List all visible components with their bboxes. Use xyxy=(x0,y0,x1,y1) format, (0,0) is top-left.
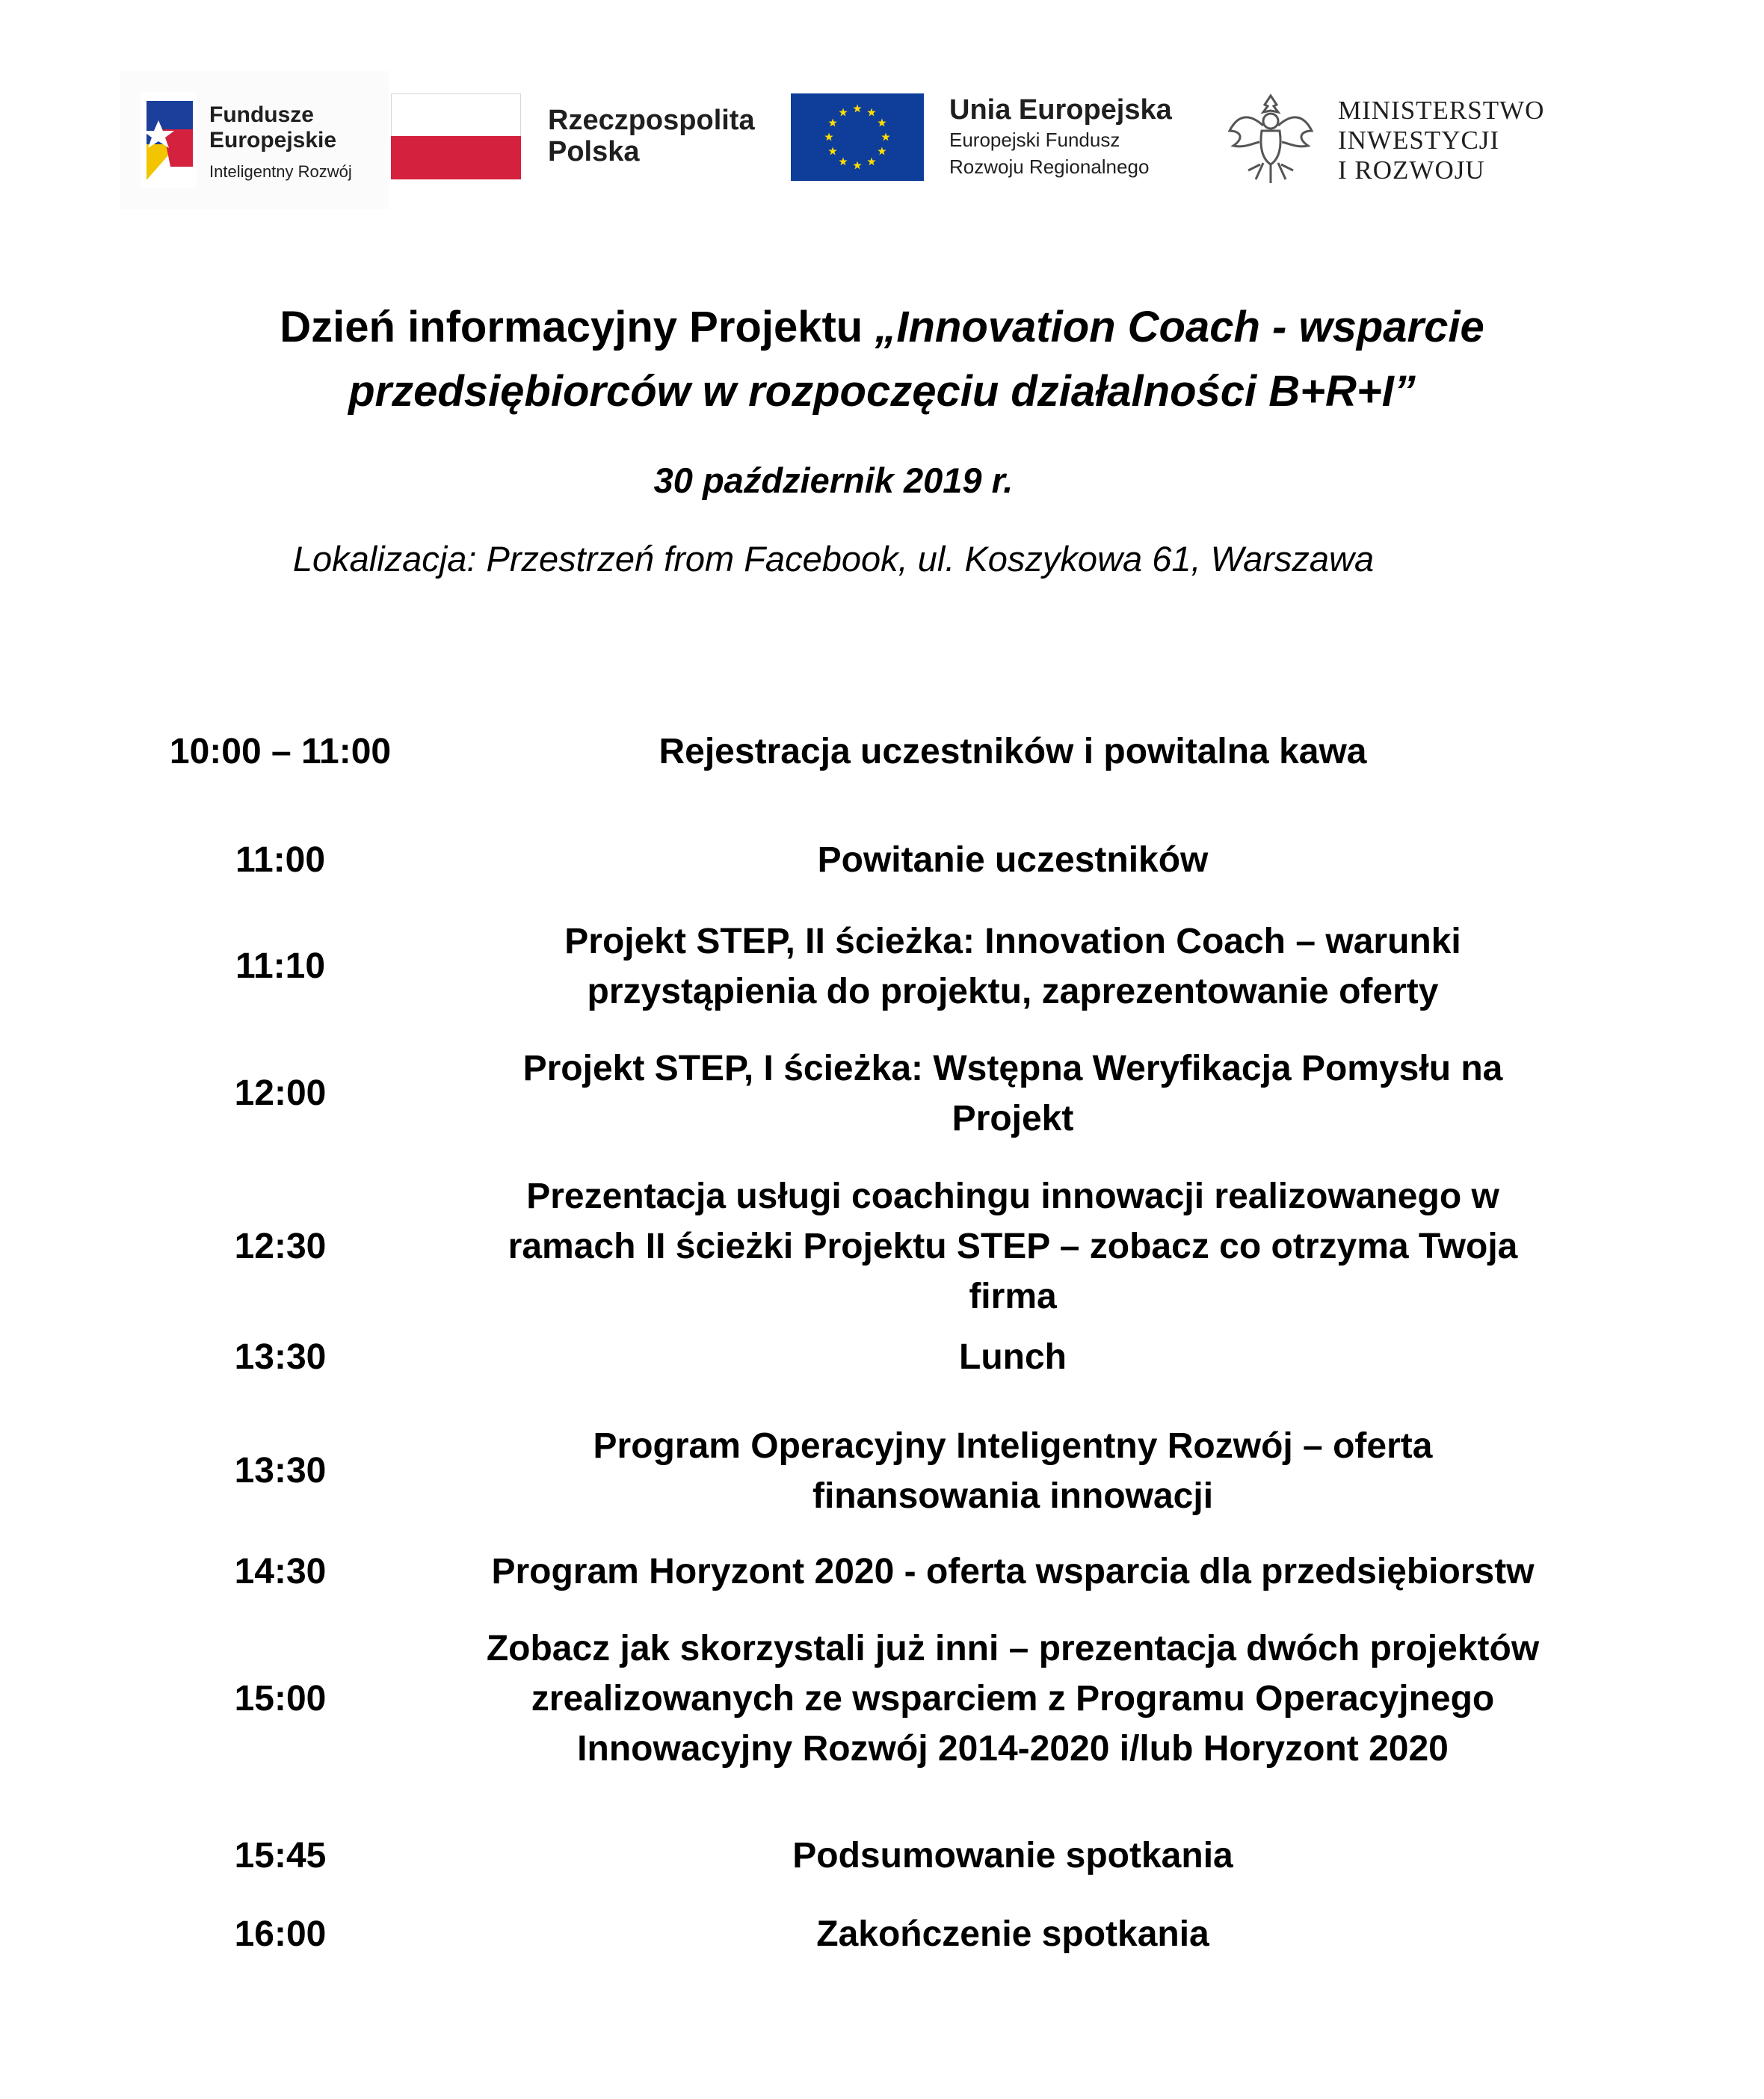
fundusze-line2: Europejskie xyxy=(209,128,337,152)
agenda-row xyxy=(0,1618,1764,1779)
event-location: Lokalizacja: Przestrzeń from Facebook, ul. Koszykowa 61, Warszawa xyxy=(292,539,1375,579)
unia-line3: Rozwoju Regionalnego xyxy=(949,155,1150,178)
agenda-time: 10:00 – 11:00 xyxy=(169,731,392,771)
agenda-row xyxy=(0,714,1764,789)
fundusze-line1: Fundusze xyxy=(209,102,314,127)
agenda-time: 12:30 xyxy=(234,1227,327,1266)
agenda-row xyxy=(0,1039,1764,1147)
agenda-title: Projekt STEP, I ścieżka: Wstępna Weryfikacja Pomysłu na Projekt xyxy=(522,1048,1503,1138)
agenda-time: 13:30 xyxy=(234,1337,327,1377)
agenda-title: Lunch xyxy=(959,1337,1067,1377)
agenda-row xyxy=(0,912,1764,1020)
agenda-time: 11:00 xyxy=(235,839,326,880)
ministerstwo-line3: I ROZWOJU xyxy=(1338,155,1485,185)
agenda-time: 13:30 xyxy=(234,1451,327,1491)
agenda-row xyxy=(0,822,1764,897)
agenda-row xyxy=(0,1417,1764,1525)
agenda-row xyxy=(0,1540,1764,1603)
title-plain: Dzień informacyjny Projektu xyxy=(280,303,875,351)
agenda-title: Program Operacyjny Inteligentny Rozwój – oferta finansowania innowacji xyxy=(593,1425,1433,1516)
agenda-title: Program Horyzont 2020 - oferta wsparcia dla przedsiębiorstw xyxy=(491,1552,1535,1591)
agenda-row xyxy=(0,1323,1764,1390)
ministerstwo-line2: INWESTYCJI xyxy=(1338,126,1500,155)
agenda-time: 11:10 xyxy=(235,946,326,986)
agenda-time: 15:00 xyxy=(234,1679,327,1719)
agenda-title: Projekt STEP, II ścieżka: Innovation Coach – warunki przystąpienia do projektu, zaprezentowanie oferty xyxy=(564,921,1461,1011)
agenda-title: Zakończenie spotkania xyxy=(816,1914,1209,1954)
agenda-row xyxy=(0,1824,1764,1887)
unia-line1: Unia Europejska xyxy=(949,94,1172,126)
rzeczpospolita-line1: Rzeczpospolita xyxy=(548,105,755,136)
agenda-title: Zobacz jak skorzystali już inni – prezentacja dwóch projektów zrealizowanych ze wsparciem z Programu Operacyjnego Innowacyjny Rozwój 2014-2020 i/lub Horyzont 2020 xyxy=(486,1629,1540,1769)
agenda-row xyxy=(0,1902,1764,1966)
agenda-time: 12:00 xyxy=(234,1073,327,1113)
event-date: 30 październik 2019 r. xyxy=(653,460,1014,500)
fundusze-line3: Inteligentny Rozwój xyxy=(209,162,352,181)
unia-line2: Europejski Fundusz xyxy=(949,129,1120,151)
agenda-title: Podsumowanie spotkania xyxy=(792,1836,1233,1875)
agenda-title: Rejestracja uczestników i powitalna kawa xyxy=(659,731,1367,771)
agenda-row xyxy=(0,1166,1764,1327)
agenda-time: 14:30 xyxy=(234,1552,327,1591)
ministerstwo-line1: MINISTERSTWO xyxy=(1338,96,1545,125)
rzeczpospolita-line2: Polska xyxy=(548,136,640,167)
agenda-title: Prezentacja usługi coachingu innowacji realizowanego w ramach II ścieżki Projektu STEP – zobacz co otrzyma Twoja firma xyxy=(508,1177,1518,1316)
agenda-time: 16:00 xyxy=(234,1914,327,1954)
agenda-title: Powitanie uczestników xyxy=(817,839,1209,880)
title-italic: „Innovation Coach - wsparcie przedsiębiorców w rozpoczęciu działalności B+R+I” xyxy=(348,303,1484,416)
agenda-time: 15:45 xyxy=(234,1836,327,1875)
